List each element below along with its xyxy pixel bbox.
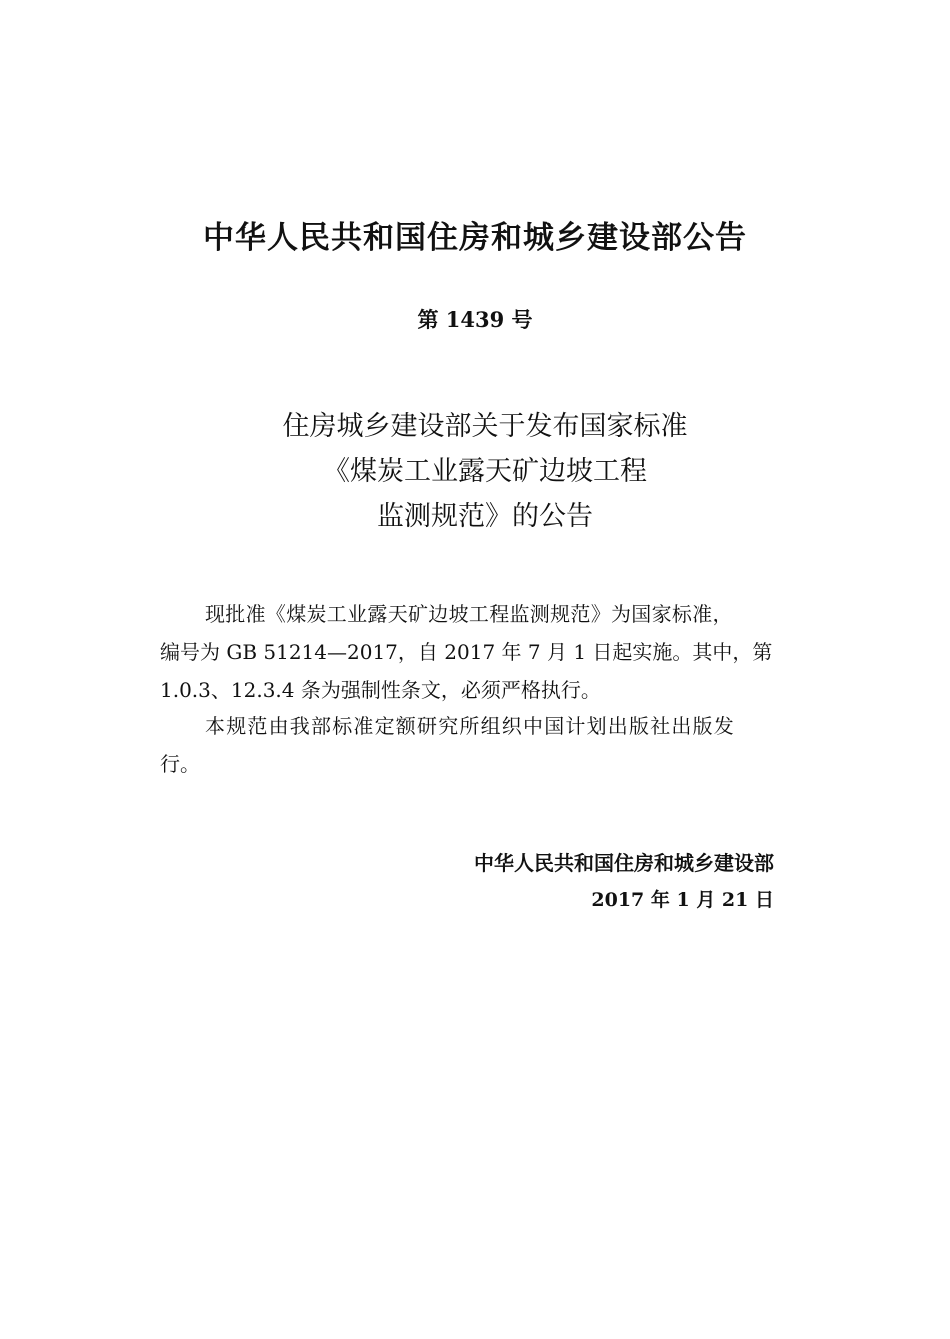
body-paragraph-2-line-2: 行。 [160, 752, 200, 776]
body-paragraph-2-line-1: 本规范由我部标准定额研究所组织中国计划出版社出版发 [205, 714, 735, 738]
document-title-line-1: 住房城乡建设部关于发布国家标准 [282, 411, 688, 442]
issuer-title: 中华人民共和国住房和城乡建设部公告 [203, 220, 747, 256]
signature-date: 2017 年 1 月 21 日 [591, 889, 774, 911]
body-paragraph-1-line-1: 现批准《煤炭工业露天矿边坡工程监测规范》为国家标准， [205, 602, 733, 626]
document-title-line-3: 监测规范》的公告 [377, 501, 593, 532]
body-paragraph-1-line-3: 1.0.3、12.3.4 条为强制性条文，必须严格执行。 [160, 678, 601, 702]
signature-organization: 中华人民共和国住房和城乡建设部 [474, 851, 774, 875]
document-title-line-2: 《煤炭工业露天矿边坡工程 [323, 456, 647, 487]
issue-number: 第 1439 号 [417, 307, 533, 332]
body-paragraph-1-line-2: 编号为 GB 51214—2017，自 2017 年 7 月 1 日起实施。其中，第 [160, 640, 773, 664]
